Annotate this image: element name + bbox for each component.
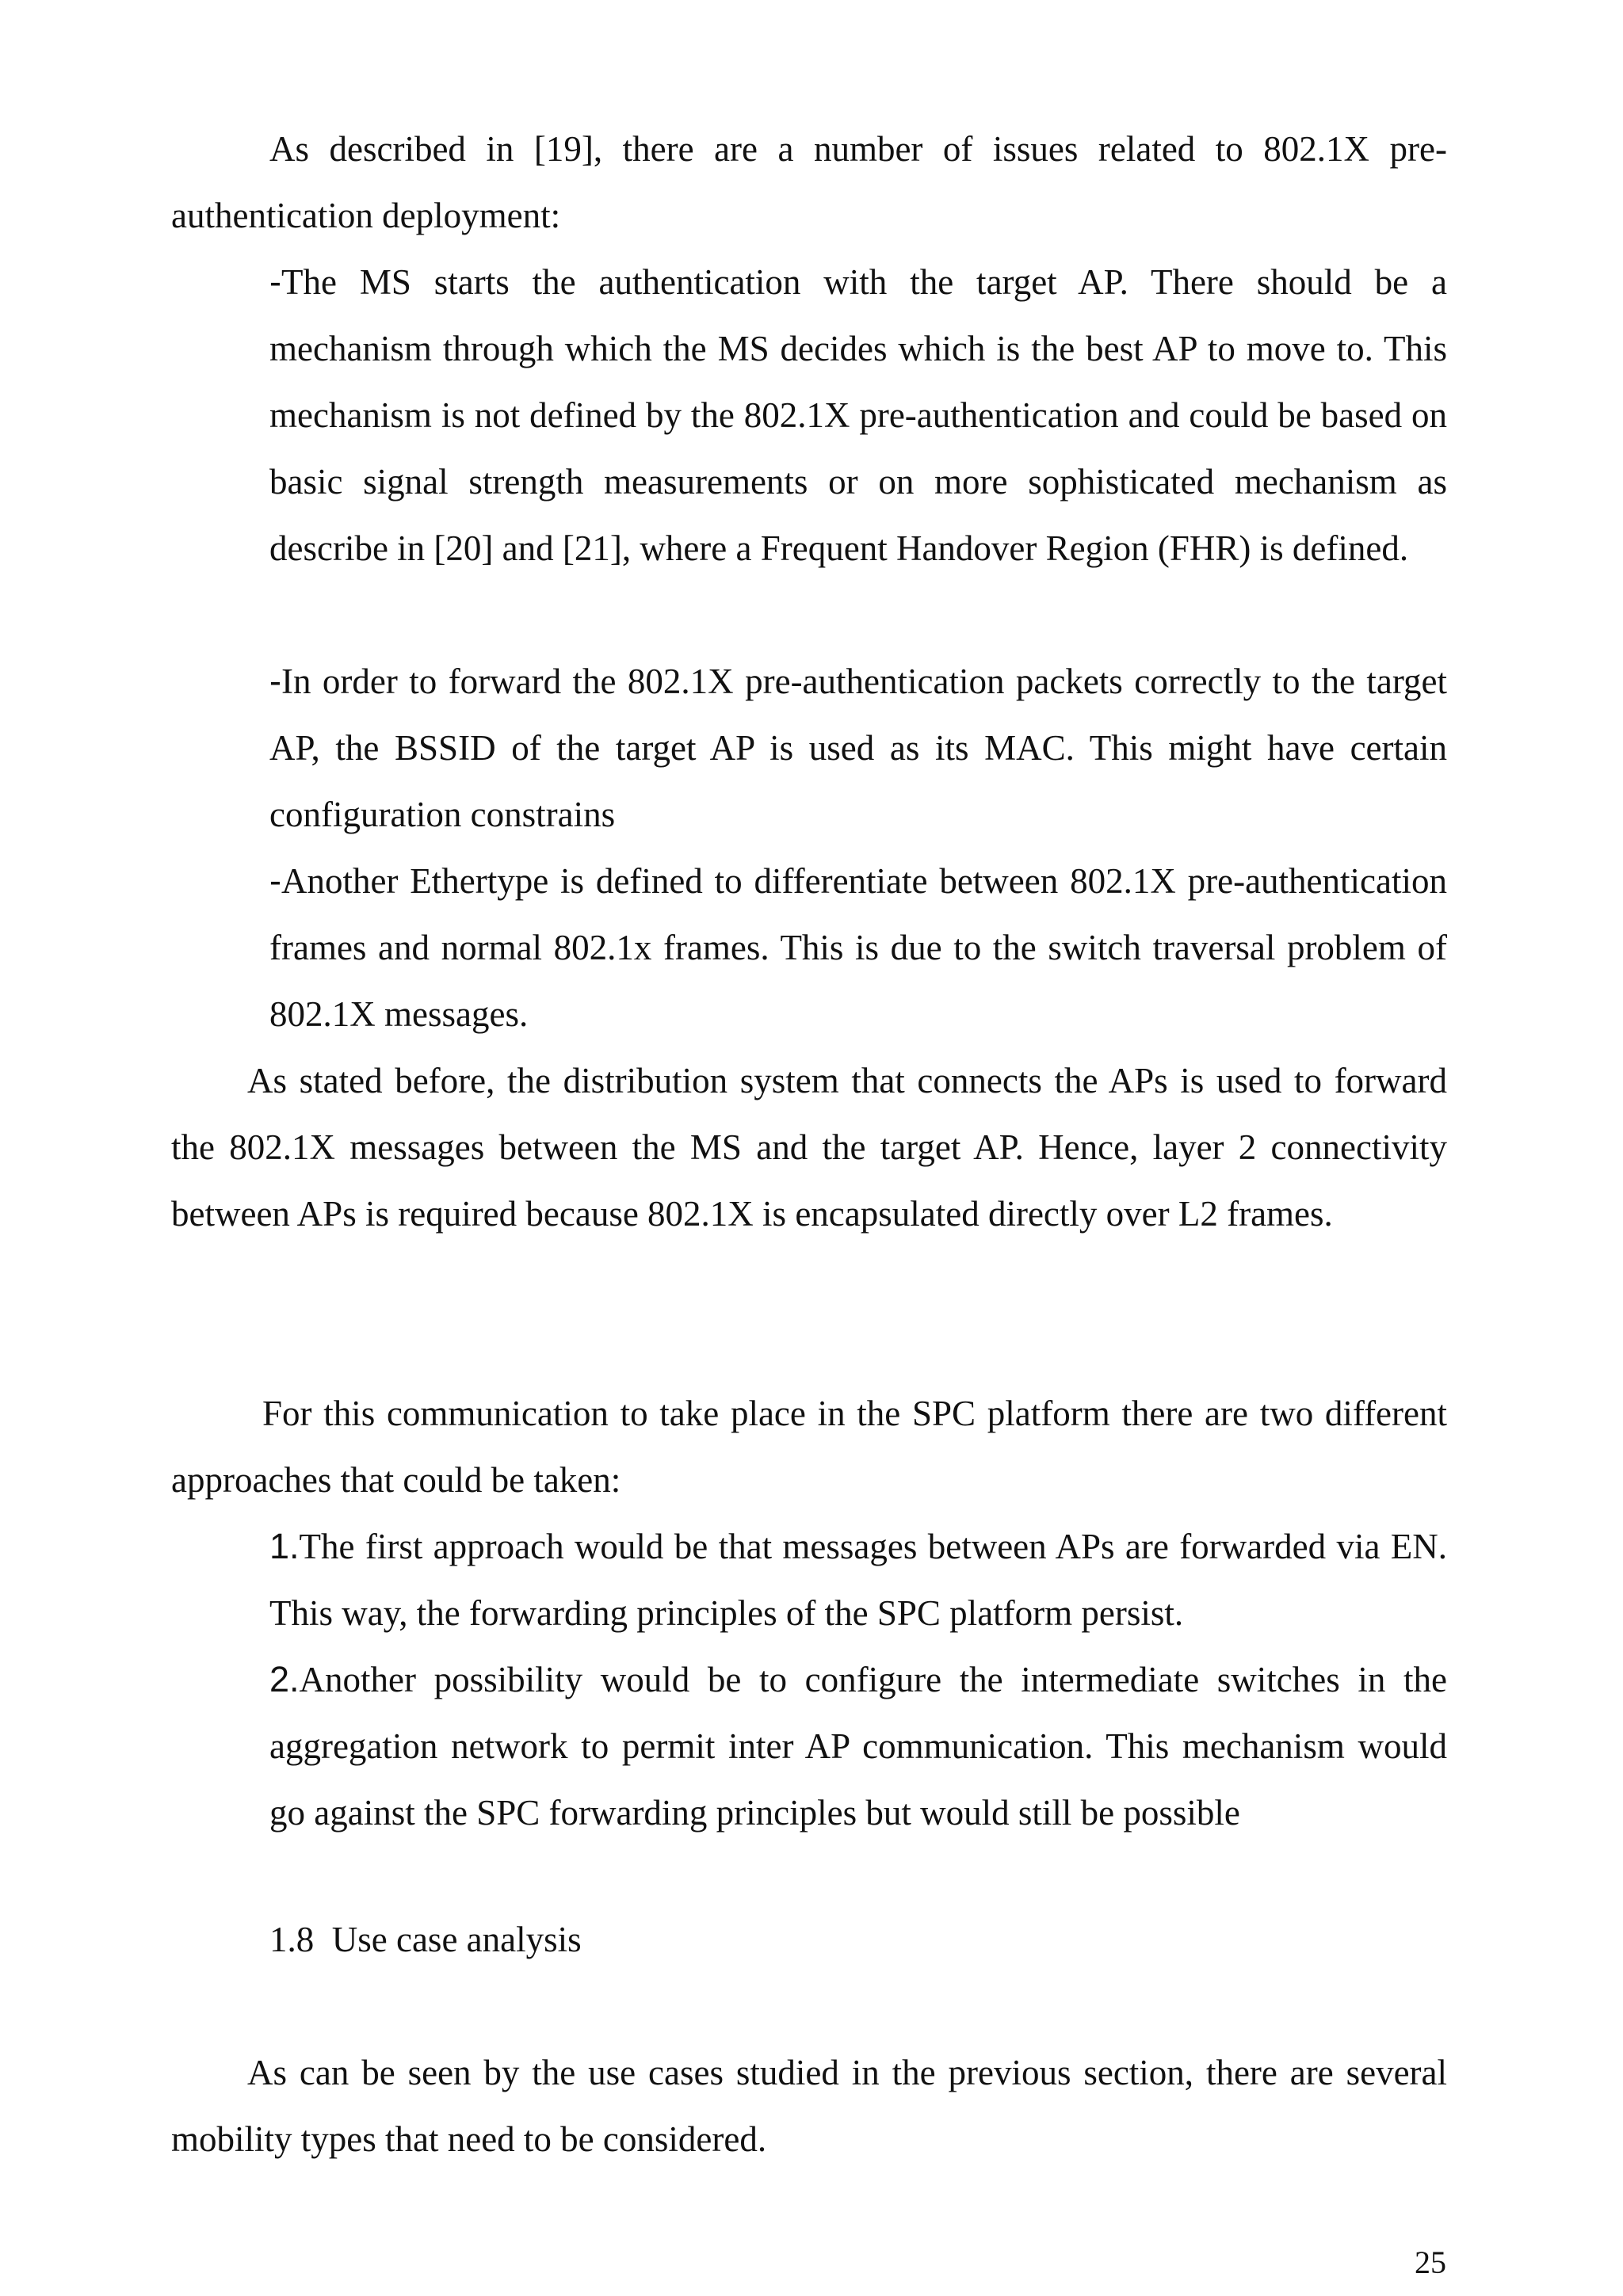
number-marker: 2. [269, 1659, 300, 1699]
approach-item-1 [269, 1513, 1447, 1646]
section-heading: 1.8 Use case analysis [269, 1920, 582, 1959]
number-marker: 1. [269, 1526, 300, 1566]
issue-text-3: Another Ethertype is defined to differentiate between 802.1X pre-authentication frames and normal 802.1x frames. This is due to the switch traversal problem of 802.1X messages. [269, 861, 1447, 1034]
paragraph-intro: As described in [19], there are a number of issues related to 802.1X pre-authentication deployment: [171, 129, 1447, 235]
dash-marker: - [269, 261, 281, 302]
approach-text-2: Another possibility would be to configure the intermediate switches in the aggregation network to permit inter AP communication. This mechanism would go against the SPC forwarding principles but would still be possible [269, 1660, 1447, 1833]
approach-text-1: The first approach would be that messages between APs are forwarded via EN. This way, the forwarding principles of the SPC platform persist. [269, 1527, 1447, 1633]
paragraph-distribution-system: As stated before, the distribution system that connects the APs is used to forward the 802.1X messages between the MS and the target AP. Hence, layer 2 connectivity between APs is required because 802.1X is encapsulated directly over L2 frames. [171, 1061, 1447, 1234]
issue-item-2 [269, 648, 1447, 848]
paragraph-use-case-analysis: As can be seen by the use cases studied in the previous section, there are several mobility types that need to be considered. [171, 2053, 1447, 2159]
issue-text-2: In order to forward the 802.1X pre-authentication packets correctly to the target AP, the BSSID of the target AP is used as its MAC. This might have certain configuration constrains [269, 662, 1447, 834]
approach-item-2 [269, 1646, 1447, 1846]
paragraph-spc-approaches: For this communication to take place in the SPC platform there are two different approaches that could be taken: [171, 1394, 1447, 1500]
page-number: 25 [1415, 2245, 1446, 2280]
dash-marker: - [269, 661, 281, 701]
dash-marker: - [269, 860, 281, 901]
issue-item-3 [269, 848, 1447, 1047]
issue-item-1 [269, 249, 1447, 582]
issue-text-1: The MS starts the authentication with the target AP. There should be a mechanism through which the MS decides which is the best AP to move to. This mechanism is not defined by the 802.1X pre-authentication and could be based on basic signal strength measurements or on more sophisticated mechanism as describe in [20] and [21], where a Frequent Handover Region (FHR) is defined. [269, 262, 1447, 568]
